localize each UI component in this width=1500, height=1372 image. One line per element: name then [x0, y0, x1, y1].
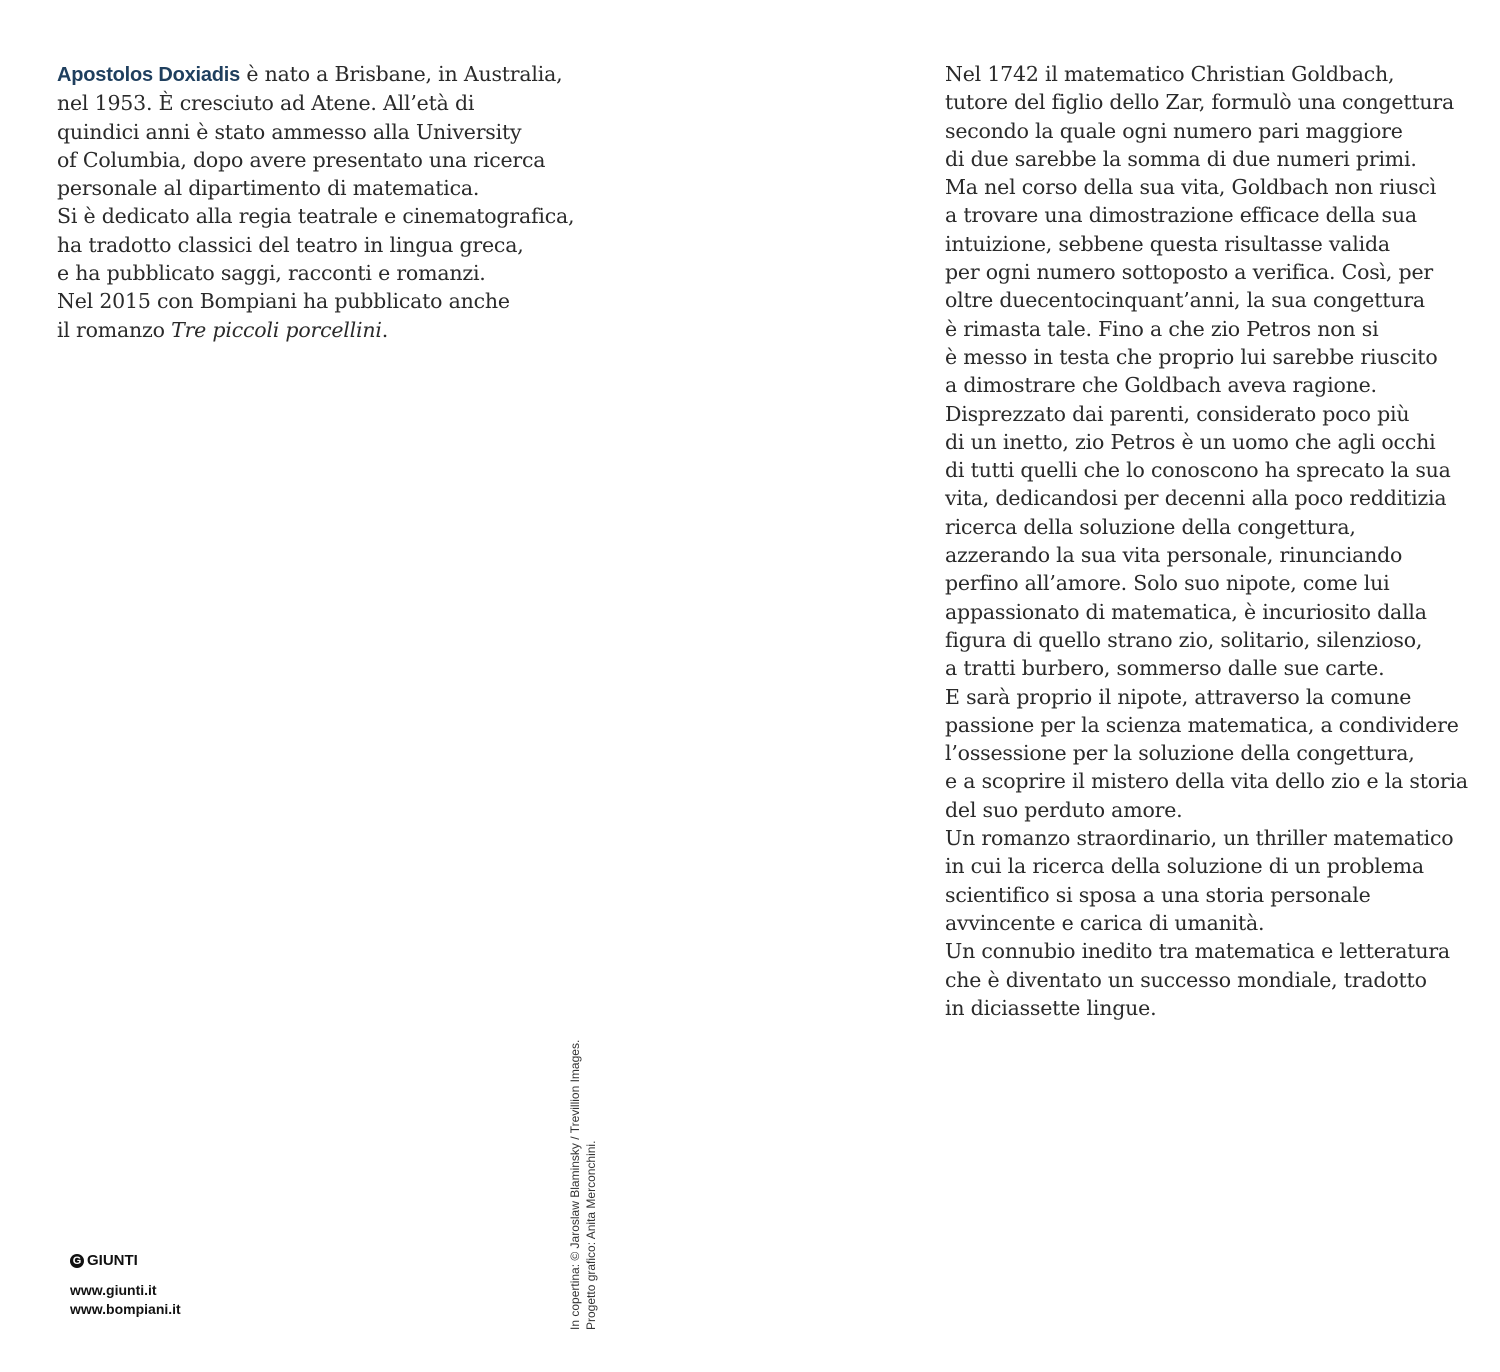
cover-credits [567, 1000, 599, 1330]
synopsis-line: in diciassette lingue. [945, 995, 1157, 1020]
synopsis-line: di tutti quelli che lo conoscono ha sprecato la sua [945, 458, 1451, 483]
synopsis-line: in cui la ricerca della soluzione di un problema [945, 854, 1424, 879]
synopsis-line: di un inetto, zio Petros è un uomo che agli occhi [945, 429, 1436, 454]
giunti-logo-icon: G [70, 1254, 84, 1268]
synopsis-line: l’ossessione per la soluzione della congettura, [945, 741, 1415, 766]
bio-line: quindici anni è stato ammesso alla University [57, 119, 522, 144]
book-synopsis [945, 60, 1468, 1022]
synopsis-line: oltre duecentocinquant’anni, la sua congettura [945, 288, 1425, 313]
publisher-block [70, 1252, 181, 1319]
synopsis-line: perfino all’amore. Solo suo nipote, come lui [945, 571, 1390, 596]
synopsis-line: avvincente e carica di umanità. [945, 910, 1265, 935]
synopsis-line: Nel 1742 il matematico Christian Goldbach, [945, 62, 1395, 86]
synopsis-line: secondo la quale ogni numero pari maggiore [945, 118, 1403, 143]
bio-line: nel 1953. È cresciuto ad Atene. All’età di [57, 91, 475, 116]
synopsis-line: Disprezzato dai parenti, considerato poco più [945, 401, 1410, 426]
synopsis-line: azzerando la sua vita personale, rinunciando [945, 543, 1403, 568]
bio-line: personale al dipartimento di matematica. [57, 176, 480, 201]
giunti-url[interactable]: www.giunti.it [70, 1282, 157, 1298]
bompiani-url[interactable]: www.bompiani.it [70, 1301, 181, 1317]
synopsis-line: intuizione, sebbene questa risultasse valida [945, 231, 1390, 256]
synopsis-line: e a scoprire il mistero della vita dello zio e la storia [945, 769, 1468, 794]
bio-line: Apostolos Doxiadis è nato a Brisbane, in Australia, [57, 62, 563, 86]
synopsis-line: passione per la scienza matematica, a condividere [945, 712, 1459, 737]
synopsis-line: è rimasta tale. Fino a che zio Petros non si [945, 316, 1379, 341]
synopsis-line: a dimostrare che Goldbach aveva ragione. [945, 373, 1377, 398]
giunti-logo [70, 1252, 181, 1269]
synopsis-line: ricerca della soluzione della congettura, [945, 514, 1356, 539]
synopsis-line: figura di quello strano zio, solitario, silenzioso, [945, 627, 1423, 652]
book-title: Tre piccoli porcellini [171, 317, 382, 342]
synopsis-line: a trovare una dimostrazione efficace della sua [945, 203, 1417, 228]
synopsis-line: a tratti burbero, sommerso dalle sue carte. [945, 656, 1385, 681]
synopsis-line: per ogni numero sottoposto a verifica. Così, per [945, 260, 1433, 285]
synopsis-line: è messo in testa che proprio lui sarebbe riuscito [945, 344, 1438, 369]
bio-line: Nel 2015 con Bompiani ha pubblicato anche [57, 289, 510, 314]
synopsis-line: di due sarebbe la somma di due numeri primi. [945, 146, 1417, 171]
bio-line: Si è dedicato alla regia teatrale e cinematografica, [57, 204, 575, 229]
synopsis-line: Un romanzo straordinario, un thriller matematico [945, 826, 1454, 851]
giunti-logo-text: GIUNTI [87, 1252, 138, 1269]
synopsis-line: tutore del figlio dello Zar, formulò una congettura [945, 90, 1455, 115]
synopsis-line: scientifico si sposa a una storia personale [945, 882, 1371, 907]
synopsis-line: che è diventato un successo mondiale, tradotto [945, 967, 1427, 992]
bio-line: il romanzo Tre piccoli porcellini. [57, 317, 389, 342]
synopsis-line: appassionato di matematica, è incuriosito dalla [945, 599, 1427, 624]
author-name: Apostolos Doxiadis [57, 64, 241, 86]
bio-line: of Columbia, dopo avere presentato una ricerca [57, 147, 546, 172]
bio-line: e ha pubblicato saggi, racconti e romanzi. [57, 261, 486, 286]
author-bio [57, 60, 575, 344]
synopsis-line: vita, dedicandosi per decenni alla poco redditizia [945, 486, 1447, 511]
cover-credit-line: In copertina: © Jaroslaw Blaminsky / Trevillion Images. [568, 1039, 582, 1330]
synopsis-line: E sarà proprio il nipote, attraverso la comune [945, 684, 1412, 709]
synopsis-line: Un connubio inedito tra matematica e letteratura [945, 939, 1450, 964]
synopsis-line: del suo perduto amore. [945, 797, 1183, 822]
synopsis-line: Ma nel corso della sua vita, Goldbach non riuscì [945, 175, 1437, 200]
design-credit-line: Progetto grafico: Anita Merconchini. [584, 1140, 598, 1330]
bio-line: ha tradotto classici del teatro in lingua greca, [57, 232, 524, 257]
